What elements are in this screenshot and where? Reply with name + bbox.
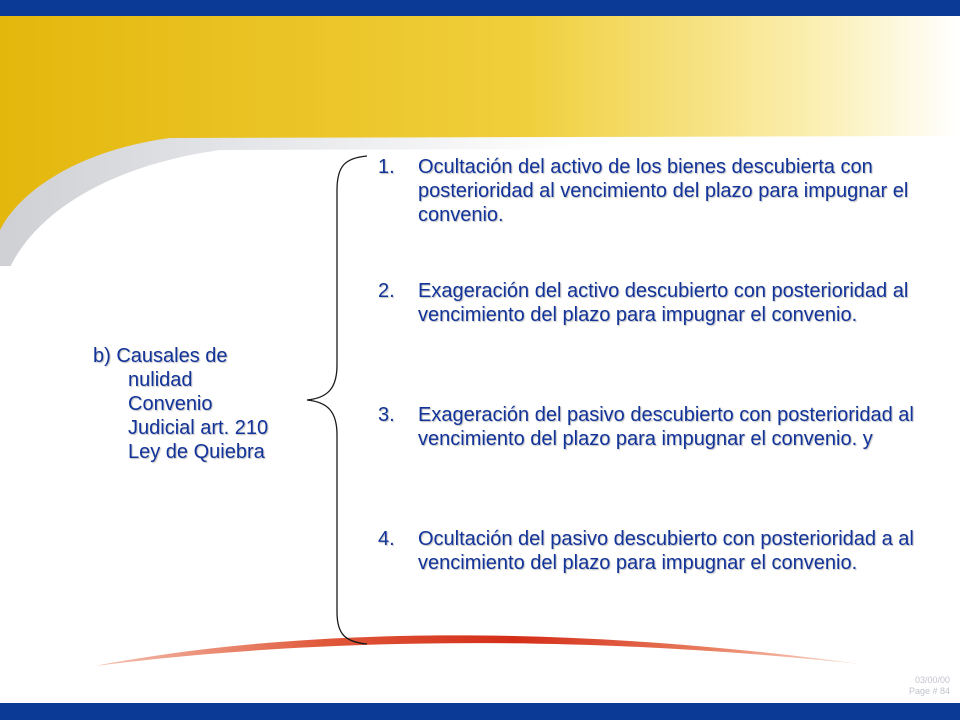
item-text: Exageración del activo descubierto con posterioridad al vencimiento del plazo para impugnar el convenio. <box>418 280 909 326</box>
list-item <box>378 279 918 327</box>
item-text: Exageración del pasivo descubierto con posterioridad al vencimiento del plazo para impugnar el convenio. y <box>418 404 914 450</box>
topic-line: nulidad <box>128 369 193 391</box>
topic-line: Convenio <box>128 393 213 415</box>
topic-label <box>93 344 323 464</box>
item-number: 2. <box>378 280 395 302</box>
topic-line: b) Causales de <box>93 345 228 367</box>
top-banner <box>0 0 960 16</box>
item-text: Ocultación del pasivo descubierto con posterioridad a al vencimiento del plazo para impugnar el convenio. <box>418 528 914 574</box>
slide-footer <box>909 675 950 697</box>
list-item <box>378 155 918 227</box>
list-item <box>378 403 918 451</box>
list-item <box>378 527 918 575</box>
item-text: Ocultación del activo de los bienes descubierta con posterioridad al vencimiento del plazo para impugnar el convenio. <box>418 156 909 226</box>
footer-date: 03/00/00 <box>914 675 950 685</box>
topic-line: Judicial art. 210 <box>128 417 269 439</box>
footer-page-number: Page # 84 <box>908 686 950 696</box>
bottom-banner <box>0 703 960 720</box>
topic-line: Ley de Quiebra <box>128 441 265 463</box>
item-number: 4. <box>378 528 395 550</box>
item-number: 3. <box>378 404 395 426</box>
curly-brace <box>300 150 380 650</box>
item-number: 1. <box>378 156 395 178</box>
